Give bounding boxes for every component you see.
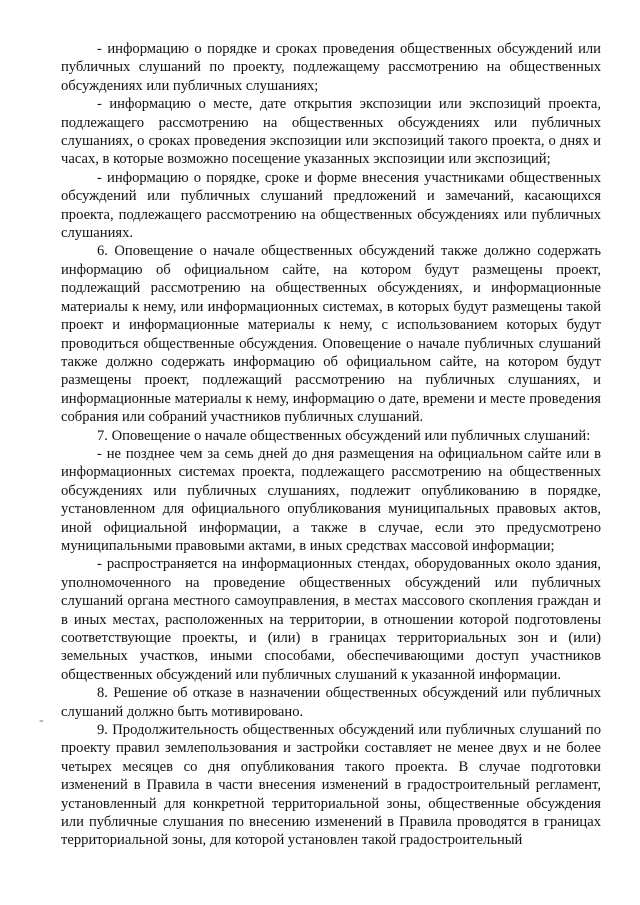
paragraph-item-6: 6. Оповещение о начале общественных обсуждений также должно содержать информацию об официальном сайте, на котором будут размещены проект, подлежащий рассмотрению на общественных обсуждениях, и информационные материалы к нему, или информационных системах, в которых будут размещены такой проект и информационные материалы к нему, с использованием которых будут проводиться общественные обсуждения. Оповещение о начале публичных слушаний также должно содержать информацию об официальном сайте, на котором будут размещены проект, подлежащий рассмотрению на публичных слушаниях, и информационные материалы к нему, информацию о дате, времени и месте проведения собрания или собраний участников публичных слушаний.: [61, 243, 601, 426]
paragraph-item-9: 9. Продолжительность общественных обсуждений или публичных слушаний по проекту правил землепользования и застройки составляет не менее двух и не более четырех месяцев со дня опубликования такого проекта. В случае подготовки изменений в Правила в части внесения изменений в градостроительный регламент, установленный для конкретной территориальной зоны, общественные обсуждения или публичные слушания по внесению изменений в Правила проводятся в границах территориальной зоны, для которой установлен такой градостроительный: [61, 722, 601, 849]
margin-mark: -: [39, 713, 44, 728]
paragraph-bullet-exposition-place: - информацию о месте, дате открытия экспозиции или экспозиций проекта, подлежащего рассмотрению на общественных обсуждениях или публичных слушаниях, о сроках проведения экспозиции или экспозиций такого проекта, о днях и часах, в которые возможно посещение указанных экспозиции или экспозиций;: [61, 96, 601, 168]
paragraph-bullet-publication: - не позднее чем за семь дней до дня размещения на официальном сайте или в информационных системах проекта, подлежащего рассмотрению на общественных обсуждениях или публичных слушаниях, подлежит опубликованию в порядке, установленном для официального опубликования муниципальных правовых актов, иной официальной информации, а также в случае, если это предусмотрено муниципальными правовыми актами, в иных средствах массовой информации;: [61, 445, 601, 554]
paragraph-item-8: 8. Решение об отказе в назначении общественных обсуждений или публичных слушаний должно быть мотивировано.: [61, 685, 601, 720]
paragraph-item-7: 7. Оповещение о начале общественных обсуждений или публичных слушаний:: [97, 427, 591, 444]
paragraph-bullet-order-and-terms: - информацию о порядке и сроках проведения общественных обсуждений или публичных слушаний по проекту, подлежащему рассмотрению на общественных обсуждениях или публичных слушаниях;: [61, 41, 601, 94]
paragraph-bullet-info-stands: - распространяется на информационных стендах, оборудованных около здания, уполномоченного на проведение общественных обсуждений или публичных слушаний органа местного самоуправления, в местах массового скопления граждан и в иных местах, расположенных на территории, в отношении которой подготовлены соответствующие проекты, и (или) в границах территориальных зон и (или) земельных участков, иными способами, обеспечивающими доступ участников общественных обсуждений или публичных слушаний к указанной информации.: [61, 556, 601, 683]
paragraph-bullet-proposals-form: - информацию о порядке, сроке и форме внесения участниками общественных обсуждений или публичных слушаний предложений и замечаний, касающихся проекта, подлежащего рассмотрению на общественных обсуждениях или публичных слушаниях.: [61, 169, 601, 242]
document-body: [61, 40, 601, 850]
